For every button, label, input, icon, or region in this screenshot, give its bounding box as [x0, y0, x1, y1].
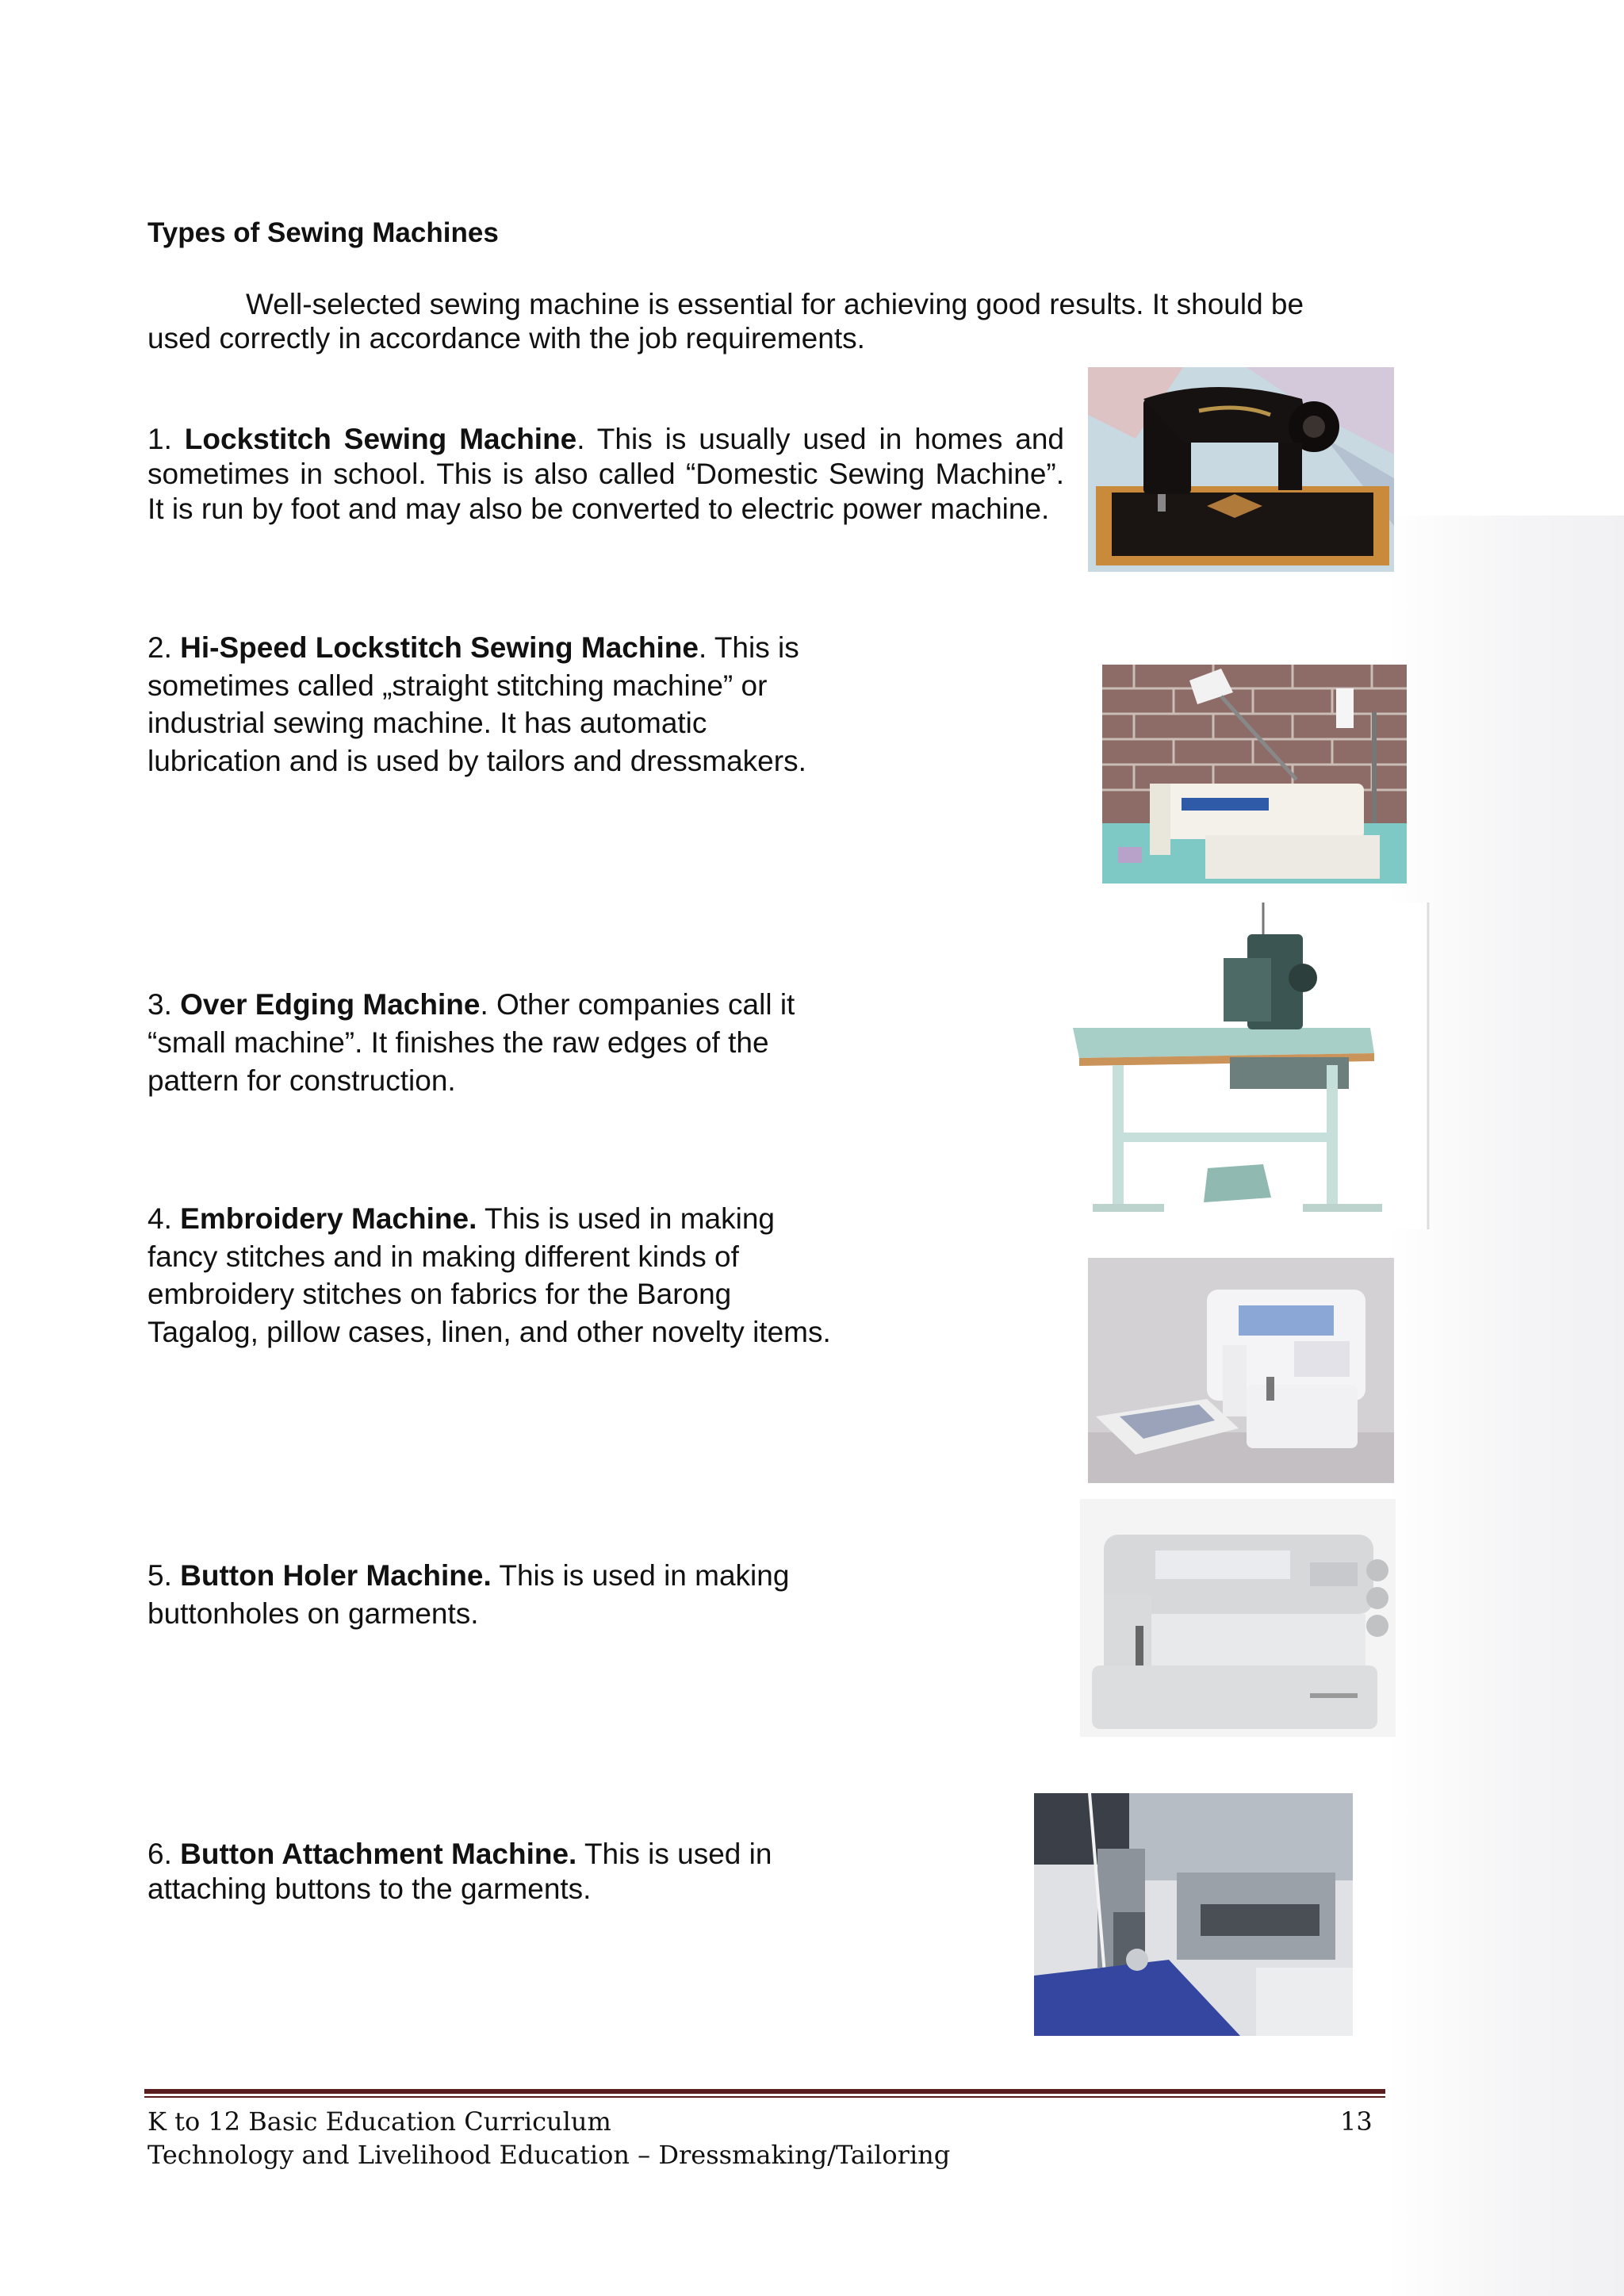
machine-name: Button Attachment Machine. — [180, 1838, 577, 1870]
intro-line-1: Well-selected sewing machine is essential for achieving good results. It should be — [246, 288, 1304, 320]
machine-name: Lockstitch Sewing Machine — [184, 423, 577, 455]
machine-name: Over Edging Machine — [180, 988, 481, 1021]
machine-name: Embroidery Machine. — [180, 1202, 477, 1235]
machine-item-button-attachment — [147, 1837, 845, 1907]
footer-text — [147, 2105, 950, 2171]
machine-description: This is used in attaching buttons to the garments. — [147, 1838, 772, 1905]
machine-description: . Other companies call it “small machine”. It finishes the raw edges of the pattern for construction. — [147, 988, 795, 1097]
footer-curriculum: K to 12 Basic Education Curriculum — [147, 2106, 611, 2137]
item-number: 2. — [147, 631, 181, 664]
machine-description: . This is sometimes called „straight stitching machine” or industrial sewing machine. It has automatic lubrication and is used by tailors and dressmakers. — [147, 631, 806, 777]
intro-line-2: used correctly in accordance with the job requirements. — [147, 322, 865, 355]
machine-description: This is used in making fancy stitches and in making different kinds of embroidery stitches on fabrics for the Barong Tagalog, pillow cases, linen, and other novelty items. — [147, 1202, 831, 1348]
button-holer-machine-photo — [1080, 1499, 1396, 1737]
button-attachment-machine-photo — [1034, 1793, 1353, 2036]
over-edging-machine-photo — [1065, 903, 1430, 1229]
lockstitch-sewing-machine-photo — [1088, 367, 1394, 572]
machine-item-hi-speed-lockstitch — [147, 629, 845, 780]
item-number: 4. — [147, 1202, 181, 1235]
machine-name: Hi-Speed Lockstitch Sewing Machine — [180, 631, 699, 664]
footer-rule-thin — [144, 2096, 1385, 2098]
item-number: 6. — [147, 1838, 181, 1870]
machine-item-embroidery — [147, 1200, 845, 1351]
footer-subject: Technology and Livelihood Education – Dressmaking/Tailoring — [147, 2140, 951, 2170]
machine-description: . This is usually used in homes and sometimes in school. This is also called “Domestic Sewing Machine”. It is run by foot and may also be converted to electric power machine. — [147, 423, 1064, 525]
item-number: 1. — [147, 423, 185, 455]
machine-item-lockstitch — [147, 422, 1064, 527]
intro-paragraph — [147, 287, 1337, 355]
machine-item-over-edging — [147, 986, 845, 1100]
page-number: 13 — [1340, 2106, 1373, 2137]
page-edge-shade — [1386, 516, 1624, 2296]
embroidery-machine-photo — [1088, 1258, 1394, 1483]
footer-rule — [144, 2089, 1385, 2094]
machine-item-button-holer — [147, 1557, 845, 1633]
machine-description: This is used in making buttonholes on garments. — [147, 1559, 790, 1630]
machine-name: Button Holer Machine. — [180, 1559, 492, 1592]
section-heading: Types of Sewing Machines — [147, 217, 499, 248]
item-number: 3. — [147, 988, 181, 1021]
hi-speed-lockstitch-machine-photo — [1102, 665, 1407, 884]
item-number: 5. — [147, 1559, 181, 1592]
